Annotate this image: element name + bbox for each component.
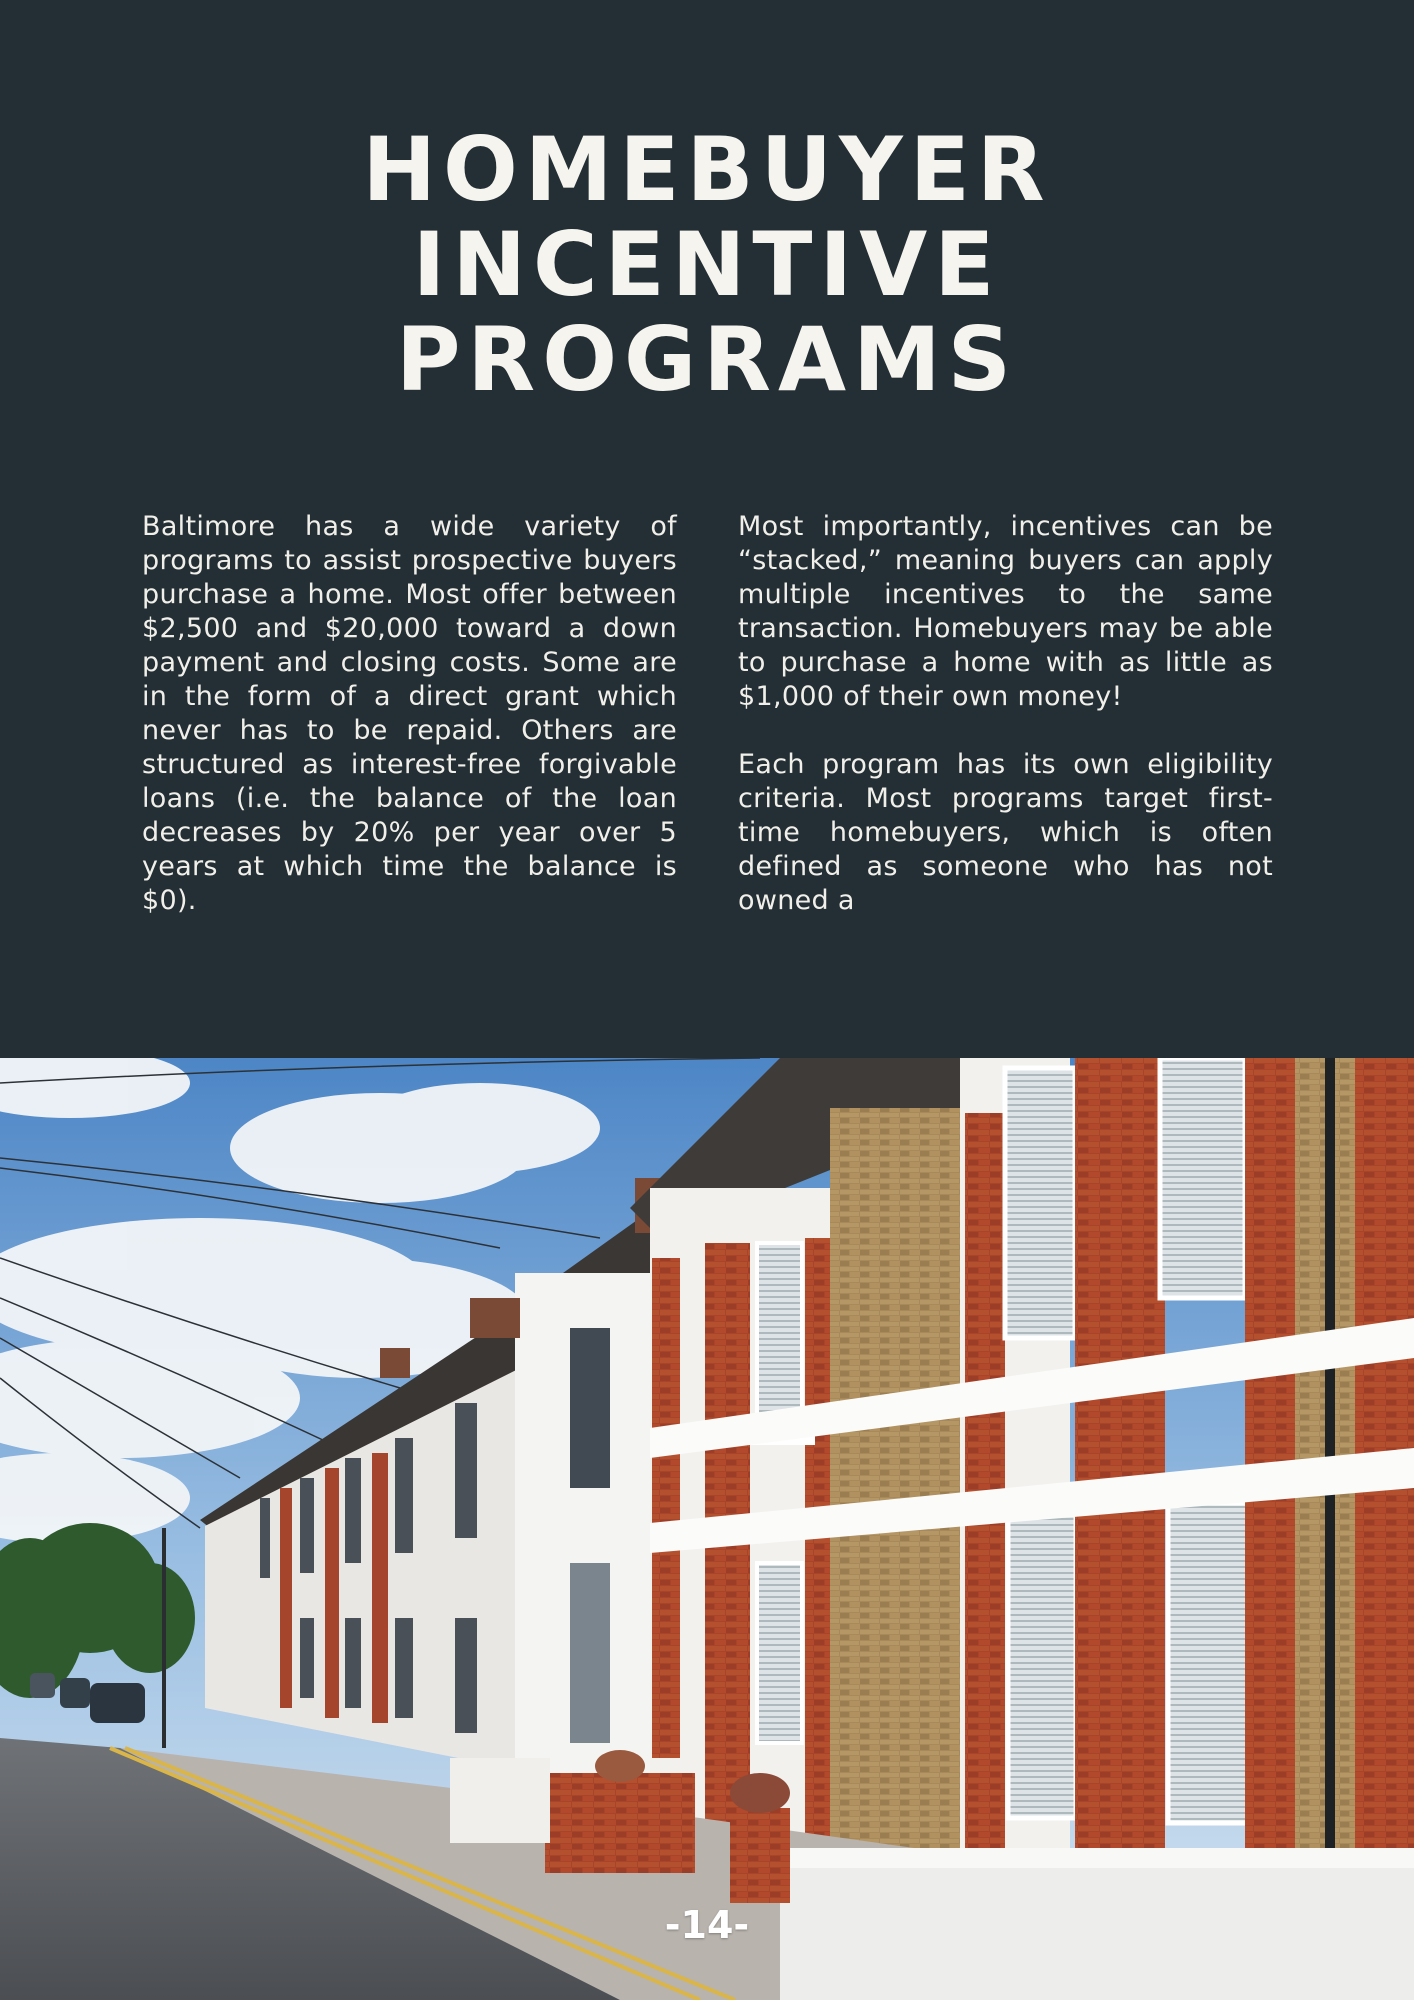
right-upper-window (1005, 1068, 1075, 1338)
center-lower-window (757, 1563, 802, 1743)
center-brick-pier-2 (805, 1238, 830, 1938)
low-white-wall (450, 1758, 550, 1843)
mid-lower-window (570, 1563, 610, 1743)
right-column (738, 510, 1273, 918)
street-illustration (0, 1058, 1414, 2000)
left-column (142, 510, 677, 918)
planter-shrub-2 (595, 1750, 645, 1782)
page-title (0, 118, 1414, 411)
page-number: -14- (664, 1903, 750, 1947)
center-upper-window (757, 1243, 802, 1428)
garden-brick-wall-2 (730, 1808, 790, 1903)
right-paragraph-1: Most importantly, incentives can be “stacked,” meaning buyers can apply multiple incentives to the same transaction. Homebuyers may be able to purchase a home with as little as $1,000 of their own money! (738, 511, 1273, 712)
front-wall-cap (780, 1848, 1414, 1868)
center-left-brick (652, 1258, 680, 1758)
far-right-lower-window (1168, 1503, 1248, 1823)
mid-upper-window (570, 1328, 610, 1488)
title-line-2: INCENTIVE (412, 213, 1002, 316)
rowhouse-street-photo (0, 1058, 1414, 2000)
title-line-1: HOMEBUYER (362, 118, 1052, 221)
planter-shrub (730, 1773, 790, 1813)
title-line-3: PROGRAMS (395, 308, 1019, 411)
far-right-upper-window (1160, 1058, 1245, 1298)
street-lamp (162, 1528, 166, 1748)
right-paragraph-2: Each program has its own eligibility criteria. Most programs target first-time homebuyers, which is often defined as someone who has not owned a (738, 749, 1273, 916)
right-lower-window (1008, 1513, 1076, 1818)
garden-brick-wall (545, 1773, 695, 1873)
left-paragraph: Baltimore has a wide variety of programs to assist prospective buyers purchase a home. Most offer between $2,500 and $20,000 toward a down payment and closing costs. Some are in the form of a direct grant which never has to be repaid. Others are structured as interest-free forgivable loans (i.e. the balance of the loan decreases by 20% per year over 5 years at which time the balance is $0). (142, 511, 677, 916)
